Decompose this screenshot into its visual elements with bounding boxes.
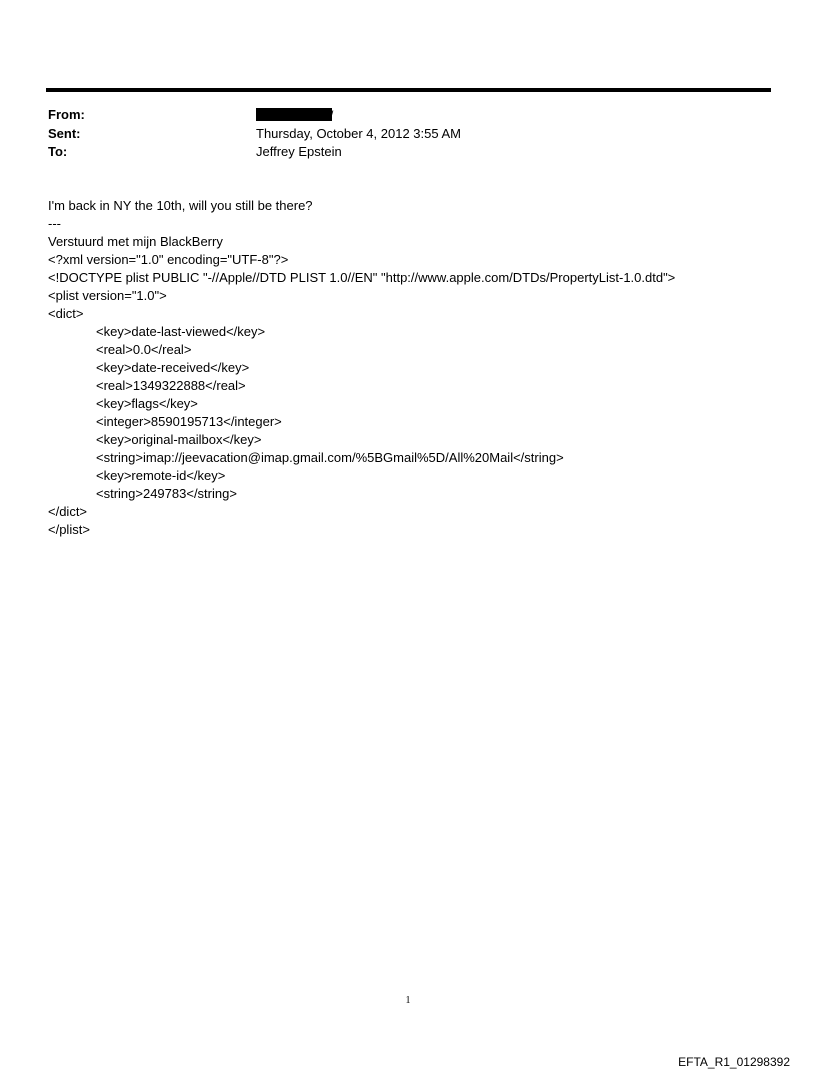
redaction-block: [256, 108, 332, 121]
body-line: <key>date-received</key>: [96, 360, 250, 375]
email-body: [48, 197, 778, 539]
header-divider: [46, 88, 771, 92]
sent-value: Thursday, October 4, 2012 3:55 AM: [256, 125, 461, 141]
body-line: <key>flags</key>: [96, 396, 198, 411]
from-label: From:: [48, 107, 85, 122]
body-line: <key>date-last-viewed</key>: [96, 324, 266, 339]
body-line: <string>249783</string>: [96, 486, 237, 501]
to-value: Jeffrey Epstein: [256, 144, 342, 159]
from-value-tail: /: [330, 108, 334, 122]
body-line: <real>0.0</real>: [96, 342, 192, 357]
body-line: <key>remote-id</key>: [96, 468, 226, 483]
from-value: [256, 106, 333, 125]
body-line: <dict>: [48, 306, 84, 321]
body-line: Verstuurd met mijn BlackBerry: [48, 234, 223, 249]
body-line: </dict>: [48, 504, 88, 519]
body-line: <plist version="1.0">: [48, 288, 167, 303]
sent-label: Sent:: [48, 125, 81, 141]
sent-row: [48, 125, 748, 144]
body-line: <real>1349322888</real>: [96, 378, 246, 393]
body-line: <integer>8590195713</integer>: [96, 414, 282, 429]
document-id: EFTA_R1_01298392: [678, 1055, 790, 1069]
to-row: [48, 143, 748, 162]
body-line: </plist>: [48, 522, 90, 537]
body-line: <?xml version="1.0" encoding="UTF-8"?>: [48, 252, 289, 267]
body-line: <key>original-mailbox</key>: [96, 432, 262, 447]
body-line: <!DOCTYPE plist PUBLIC "-//Apple//DTD PLIST 1.0//EN" "http://www.apple.com/DTDs/PropertyList-1.0.dtd">: [48, 270, 676, 285]
body-line: ---: [48, 216, 61, 231]
from-row: [48, 106, 748, 125]
body-line: <string>imap://jeevacation@imap.gmail.com/%5BGmail%5D/All%20Mail</string>: [96, 450, 564, 465]
to-label: To:: [48, 144, 68, 159]
body-line: I'm back in NY the 10th, will you still be there?: [48, 198, 313, 213]
email-header: [48, 106, 748, 162]
page-number: 1: [405, 995, 411, 1006]
